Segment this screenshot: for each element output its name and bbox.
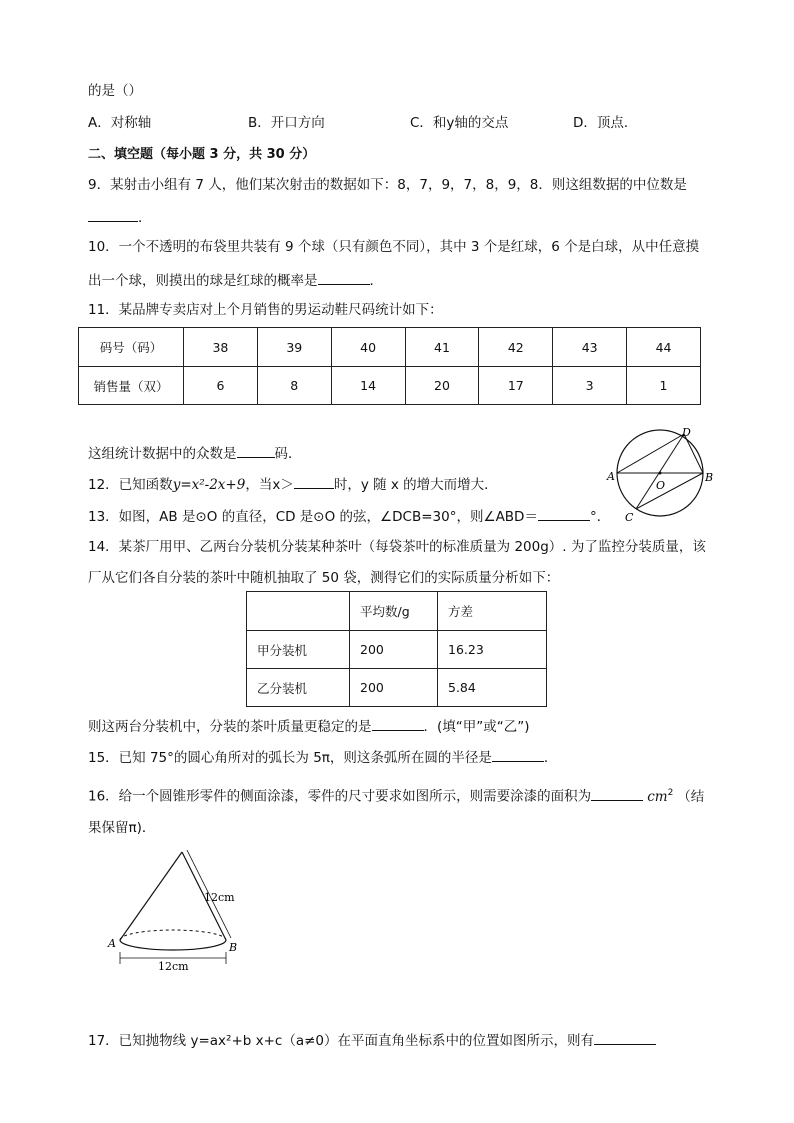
cone-diagram [100,848,260,978]
base-back-arc [120,930,226,940]
period: ． [543,750,558,766]
question-13 [88,506,610,526]
q16-tail: （结 [677,788,705,805]
q8-option-b: B．开口方向 [248,115,325,131]
label-a: A [108,937,116,950]
table-cell: 20 [405,367,479,405]
table-cell: 5.84 [438,669,547,707]
unit: 码． [274,446,302,462]
question-14-answer [88,716,530,736]
chord-cb [636,473,703,509]
answer-prompt: 这组统计数据中的众数是 [88,446,237,462]
q12-formula: y=x²-2x+9 [172,477,246,493]
answer-blank[interactable] [88,207,138,222]
question-16-text-2: 果保留π)． [88,820,156,836]
label-o: O [656,479,666,492]
slant-length-label: 12cm [204,891,235,904]
table-header-variance: 方差 [438,592,547,631]
q12-end: 时，y 随 x 的增大而增大． [333,477,498,493]
label-b: B [229,941,238,954]
answer-blank[interactable] [318,270,370,285]
table-header-mean: 平均数/g [350,592,438,631]
table-cell: 14 [331,367,405,405]
q8-option-d: D．顶点． [573,115,638,131]
table-cell: 44 [627,328,701,367]
q13-prefix: 13．如图，AB 是⊙O 的直径，CD 是⊙O 的弦，∠DCB=30°，则∠ABD＝ [88,509,538,525]
table-cell: 38 [184,328,258,367]
table-cell: 甲分装机 [247,631,350,669]
table-cell: 3 [553,367,627,405]
table-cell: 17 [479,367,553,405]
table-cell: 6 [184,367,258,405]
period: ． [138,210,152,226]
question-14-text: 14．某茶厂用甲、乙两台分装机分装某种茶叶（每袋茶叶的标准质量为 200g）. 为了监控分装质量，该 [88,539,706,555]
table-cell: 40 [331,328,405,367]
section-title-fill-in: 二、填空题（每小题 3 分，共 30 分） [88,147,316,162]
chord-ad [617,434,684,473]
answer-blank[interactable] [591,786,643,801]
cone-left-edge [120,852,182,940]
q16-text: 16．给一个圆锥形零件的侧面涂漆，零件的尺寸要求如图所示，则需要涂漆的面积为 [88,788,592,805]
q8-option-c: C．和y轴的交点 [410,115,509,131]
table-cell: 41 [405,328,479,367]
table-cell: 39 [257,328,331,367]
period: ． [369,273,383,289]
answer-blank[interactable] [294,474,334,489]
question-8-stem-tail: 的是（） [88,83,142,99]
question-11-answer [88,443,302,463]
question-11-text: 11．某品牌专卖店对上个月销售的男运动鞋尺码统计如下： [88,302,443,318]
circle-diagram [604,425,724,525]
base-length-label: 12cm [158,960,189,973]
answer-blank[interactable] [492,747,544,762]
q15-text: 15．已知 75°的圆心角所对的弧长为 5π，则这条弧所在圆的半径是 [88,750,492,766]
question-10-text: 10．一个不透明的布袋里共装有 9 个球（只有颜色不同），其中 3 个是红球，6 个是白球，从中任意摸 [88,239,700,255]
chord-bd [684,434,703,473]
label-b: B [705,471,714,484]
q12-mid: ，当 [245,477,273,493]
question-16 [88,784,704,806]
question-10-cont: 出一个球，则摸出的球是红球的概率是 [88,273,318,289]
table-cell: 200 [350,631,438,669]
label-d: D [682,426,691,439]
answer-blank[interactable] [237,443,275,458]
table-cell: 1 [627,367,701,405]
packing-machine-table [246,591,547,707]
q12-x: x＞ [272,477,294,493]
table-cell: 乙分装机 [247,669,350,707]
table-cell: 43 [553,328,627,367]
question-9-answer [88,207,152,227]
q17-text: 17．已知抛物线 y=ax²+b x+c（a≠0）在平面直角坐标系中的位置如图所示，则有 [88,1033,595,1049]
q16-unit: cm [647,788,668,805]
question-17 [88,1030,656,1050]
table-header-empty [247,592,350,631]
question-9-text: 9．某射击小组有 7 人，他们某次射击的数据如下：8，7，9，7，8，9，8．则这组数据的中位数是 [88,177,687,193]
table-cell: 42 [479,328,553,367]
label-c: C [625,511,634,524]
question-14-text-2: 厂从它们各自分装的茶叶中随机抽取了 50 袋，测得它们的实际质量分析如下： [88,570,560,586]
table-header-size: 码号（码） [79,328,184,367]
answer-blank[interactable] [594,1030,656,1045]
answer-blank[interactable] [372,716,424,731]
center-point [659,472,662,475]
answer-prompt: 则这两台分装机中，分装的茶叶质量更稳定的是 [88,719,372,735]
question-15 [88,747,557,767]
table-cell: 200 [350,669,438,707]
q14-hint: ．(填“甲”或“乙”) [423,719,530,735]
answer-blank[interactable] [538,506,590,521]
label-a: A [607,470,615,483]
q8-option-a: A．对称轴 [88,115,152,131]
table-cell: 8 [257,367,331,405]
shoe-size-table [78,327,701,405]
base-front-arc [120,940,226,950]
q16-unit-sup: 2 [667,788,674,798]
table-cell: 16.23 [438,631,547,669]
q12-prefix: 12．已知函数 [88,477,173,493]
question-12 [88,474,498,494]
question-10-text-2 [88,270,383,290]
q13-end: °． [589,509,611,525]
table-header-sales: 销售量（双） [79,367,184,405]
